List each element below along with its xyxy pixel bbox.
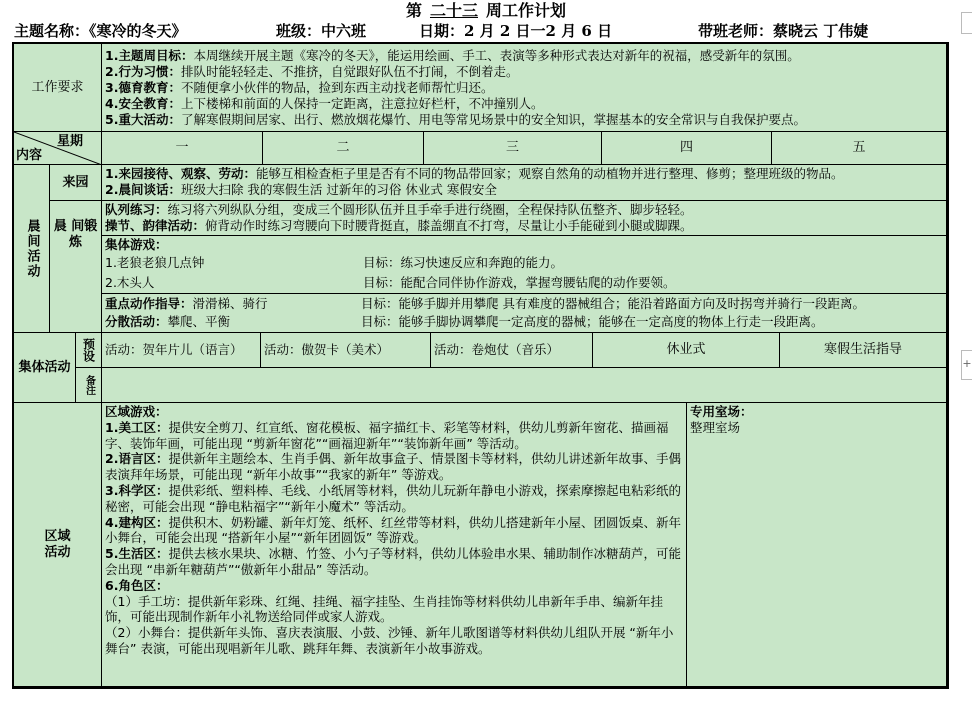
plan-day-5: 寒假生活指导 bbox=[780, 333, 947, 368]
weekday-content-corner: 星期 内容 bbox=[14, 132, 102, 165]
plan-day-1: 活动：贺年片儿（语言） bbox=[102, 333, 261, 368]
game-row: 1.老狼老狼几点钟 目标：练习快速反应和奔跑的能力。 bbox=[105, 255, 564, 270]
group-games: 集体游戏： 1.老狼老狼几点钟 目标：练习快速反应和奔跑的能力。 2.木头人 目标：能配合同伴协作游戏，掌握弯腰钻爬的动作要领。 bbox=[102, 236, 947, 294]
exercise-lines: 队列练习：练习将六列纵队分组，变成三个圆形队伍并且手牵手进行绕圈，全程保持队伍整齐、脚步轻轻。 操节、韵律活动：俯背动作时练习弯腰向下时腰背挺直，膝盖绷直不打弯，尽量让小手能碰到小腿或脚踝。 bbox=[102, 201, 947, 236]
day-2: 二 bbox=[263, 132, 424, 165]
area-label: 区域活动 bbox=[14, 403, 102, 687]
focus-activities: 重点动作指导：滑滑梯、骑行 目标：能够手脚并用攀爬 具有难度的器械组合；能沿着路面方向及时拐弯并骑行一段距离。 分散活动：攀爬、平衡 目标：能够手脚协调攀爬一定高度的器械；能够在一定高度的物体上行走一段距离。 bbox=[102, 294, 947, 333]
plan-day-3: 活动：卷炮仗（音乐） bbox=[431, 333, 593, 368]
group-activity-label: 集体活动 bbox=[14, 333, 76, 403]
plan-day-2: 活动：傲贺卡（美术） bbox=[261, 333, 431, 368]
arrival-label: 来园 bbox=[50, 165, 102, 201]
week-number: 二十三 bbox=[429, 1, 478, 20]
day-1: 一 bbox=[102, 132, 263, 165]
game-row: 2.木头人 目标：能配合同伴协作游戏，掌握弯腰钻爬的动作要领。 bbox=[105, 275, 676, 290]
plan-label: 预设 bbox=[76, 333, 102, 368]
plan-table bbox=[12, 42, 949, 689]
exercise-label: 晨 间锻炼 bbox=[50, 201, 102, 333]
theme-name: 主题名称：《寒冷的冬天》 bbox=[14, 22, 187, 40]
morning-label: 晨间活动 bbox=[14, 165, 50, 333]
day-3: 三 bbox=[424, 132, 602, 165]
work-req-content: 1.主题周目标：本周继续开展主题《寒冷的冬天》，能运用绘画、手工、表演等多种形式表达对新年的祝福，感受新年的氛围。 2.行为习惯：排队时能轻轻走、不推挤，自觉跟好队伍不打闹，不倒着走。 3.德育教育：不随便拿小伙伴的物品，捡到东西主动找老师帮忙归还。 4.安全教育：上下楼梯和前面的人保持一定距离，注意拉好栏杆，不冲撞别人。 5.重大活动：了解寒假期间居家、出行、燃放烟花爆竹、用电等常见场景中的安全知识，掌握基本的安全常识与自我保护要点。 bbox=[102, 44, 947, 132]
teachers: 带班老师：蔡晓云 丁伟婕 bbox=[698, 22, 869, 40]
header-info bbox=[14, 20, 954, 42]
side-expand-button[interactable]: + bbox=[961, 350, 972, 380]
side-handle[interactable] bbox=[961, 12, 972, 34]
note-content bbox=[102, 368, 947, 403]
day-4: 四 bbox=[602, 132, 772, 165]
special-room: 专用室场： 整理室场 bbox=[687, 403, 947, 687]
class-name: 班级：中六班 bbox=[276, 22, 367, 40]
work-req-label: 工作要求 bbox=[14, 44, 102, 132]
arrival-content: 1.来园接待、观察、劳动：能够互相检查柜子里是否有不同的物品带回家；观察自然角的动植物并进行整理、修剪；整理班级的物品。 2.晨间谈话：班级大扫除 我的寒假生活 过新年的习俗 休业式 寒假安全 bbox=[102, 165, 947, 201]
area-games: 区域游戏： 1.美工区：提供安全剪刀、红宣纸、窗花模板、福字描红卡、彩笔等材料，供幼儿剪新年窗花、描画福字、装饰年画，可能出现 “剪新年窗花”“画福迎新年”“装饰新年画” 等活动。 2.语言区：提供新年主题绘本、生肖手偶、新年故事盒子、情景图卡等材料，供幼儿讲述新年故事、手偶表演拜年场景，可能出现 “新年小故事”“我家的新年” 等游戏。 3.科学区：提供彩纸、塑料棒、毛线、小纸屑等材料，供幼儿玩新年静电小游戏，探索摩擦起电粘彩纸的秘密，可能会出现 “静电粘福字”“新年小魔术” 等活动。 4.建构区：提供积木、奶粉罐、新年灯笼、纸杯、红丝带等材料，供幼儿搭建新年小屋、团圆饭桌、新年小舞台，可能会出现 “搭新年小屋”“新年团圆饭” 等游戏。 5.生活区：提供去核水果块、冰糖、竹签、小勺子等材料，供幼儿体验串水果、辅助制作冰糖葫芦，可能会出现 “串新年糖葫芦”“傲新年小甜品” 等活动。 6.角色区： （1）手工坊：提供新年彩珠、红绳、挂绳、福字挂坠、生肖挂饰等材料供幼儿串新年手串、编新年挂饰，可能出现制作新年小礼物送给同伴或家人游戏。 （2）小舞台：提供新年头饰、喜庆表演服、小鼓、沙锤、新年儿歌图谱等材料供幼儿组队开展 “新年小舞台” 表演，可能出现唱新年儿歌、跳拜年舞、表演新年小故事游戏。 bbox=[102, 403, 687, 687]
date-range: 日期：2 月 2 日一2 月 6 日 bbox=[419, 22, 613, 40]
note-label: 备注 bbox=[76, 368, 102, 403]
day-5: 五 bbox=[772, 132, 947, 165]
page-title: 第 二十三 周工作计划 bbox=[405, 1, 567, 20]
plan-day-4: 休业式 bbox=[593, 333, 780, 368]
